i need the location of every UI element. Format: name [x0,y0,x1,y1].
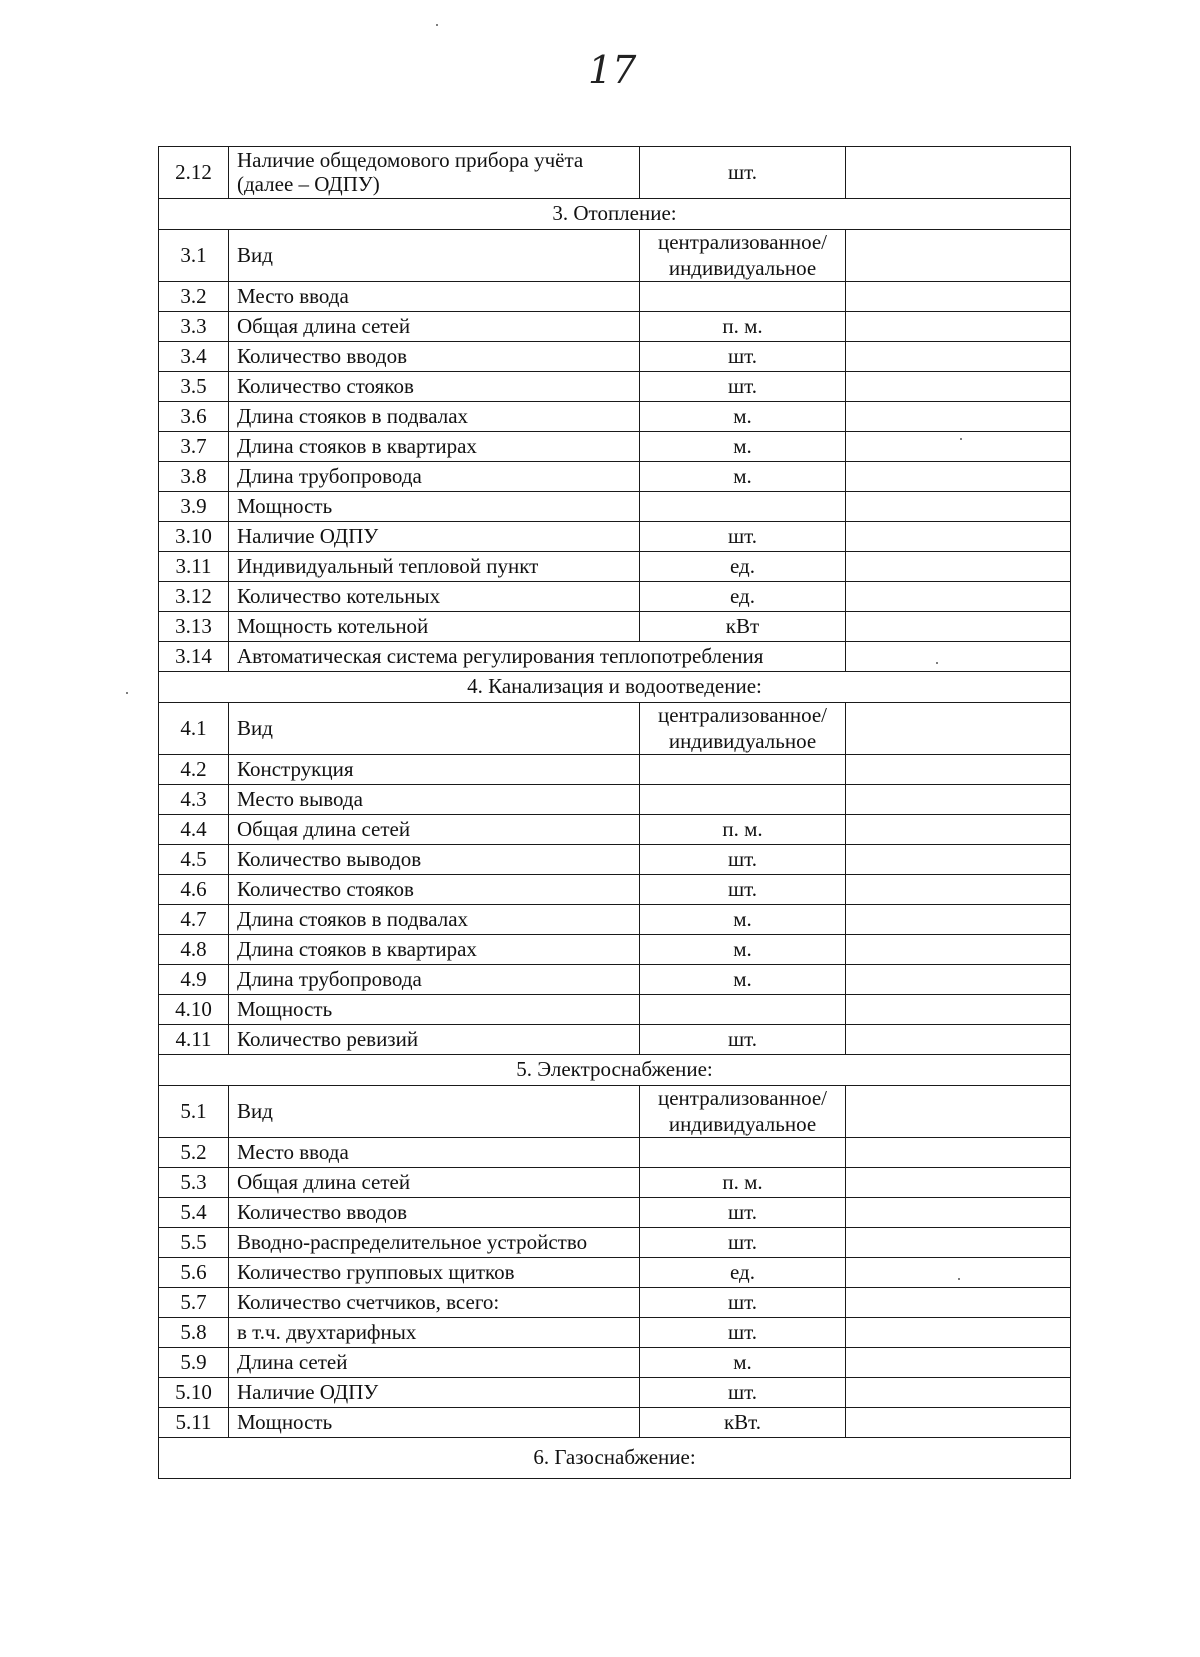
value-cell [846,230,1071,282]
item-number: 5.7 [159,1288,229,1318]
unit-cell [640,282,846,312]
unit-cell: ед. [640,1258,846,1288]
item-number: 3.10 [159,522,229,552]
item-number: 5.5 [159,1228,229,1258]
value-cell [846,1258,1071,1288]
table-row [159,703,1071,755]
section-title: 5. Электроснабжение: [159,1055,1071,1086]
item-name: Наличие ОДПУ [229,522,640,552]
item-name: Вид [229,230,640,282]
item-name: Длина трубопровода [229,965,640,995]
unit-cell: централизованное/ индивидуальное [640,1086,846,1138]
unit-cell [640,755,846,785]
item-number: 4.11 [159,1025,229,1055]
unit-cell [640,995,846,1025]
table-row [159,642,1071,672]
item-number: 4.10 [159,995,229,1025]
item-number: 3.5 [159,372,229,402]
value-cell [846,147,1071,199]
value-cell [846,402,1071,432]
value-cell [846,432,1071,462]
table-row [159,1168,1071,1198]
table-row [159,612,1071,642]
value-cell [846,372,1071,402]
unit-cell: п. м. [640,1168,846,1198]
item-number: 3.8 [159,462,229,492]
item-number: 3.9 [159,492,229,522]
item-number: 3.11 [159,552,229,582]
value-cell [846,552,1071,582]
item-name: Общая длина сетей [229,312,640,342]
table-row [159,1378,1071,1408]
item-number: 4.7 [159,905,229,935]
item-name: Место ввода [229,282,640,312]
value-cell [846,935,1071,965]
item-number: 3.6 [159,402,229,432]
table-row [159,147,1071,199]
table-row [159,462,1071,492]
item-number: 5.8 [159,1318,229,1348]
scan-speck [958,1278,960,1280]
item-number: 3.2 [159,282,229,312]
item-name: Место ввода [229,1138,640,1168]
table-row [159,815,1071,845]
table-row [159,1318,1071,1348]
unit-cell: м. [640,462,846,492]
characteristics-table [158,146,1071,1479]
item-number: 3.7 [159,432,229,462]
item-name: Количество вводов [229,342,640,372]
item-number: 4.2 [159,755,229,785]
item-name: Мощность [229,995,640,1025]
value-cell [846,703,1071,755]
value-cell [846,1228,1071,1258]
unit-cell: шт. [640,1318,846,1348]
table-row [159,1348,1071,1378]
table-row [159,342,1071,372]
item-name: Мощность котельной [229,612,640,642]
unit-cell [640,492,846,522]
unit-cell: кВт. [640,1408,846,1438]
item-number: 4.5 [159,845,229,875]
value-cell [846,1318,1071,1348]
scan-speck [960,438,962,440]
item-name: в т.ч. двухтарифных [229,1318,640,1348]
unit-cell: м. [640,965,846,995]
table-row [159,312,1071,342]
table-row [159,432,1071,462]
table-row [159,402,1071,432]
item-number: 5.11 [159,1408,229,1438]
item-name: Индивидуальный тепловой пункт [229,552,640,582]
unit-cell: п. м. [640,312,846,342]
unit-cell: шт. [640,1378,846,1408]
section-header-row [159,199,1071,230]
table-row [159,582,1071,612]
table-row [159,522,1071,552]
unit-cell: м. [640,432,846,462]
scan-speck [126,692,128,694]
item-name: Вид [229,1086,640,1138]
item-number: 4.9 [159,965,229,995]
unit-cell: шт. [640,522,846,552]
unit-cell: шт. [640,372,846,402]
table-row [159,230,1071,282]
table-row [159,282,1071,312]
item-number: 2.12 [159,147,229,199]
item-name: Наличие ОДПУ [229,1378,640,1408]
value-cell [846,282,1071,312]
item-name: Длина трубопровода [229,462,640,492]
unit-cell: шт. [640,147,846,199]
table-row [159,372,1071,402]
item-name: Длина стояков в квартирах [229,432,640,462]
table-row [159,875,1071,905]
table-row [159,845,1071,875]
value-cell [846,612,1071,642]
item-name: Количество групповых щитков [229,1258,640,1288]
scan-speck [936,662,938,664]
unit-cell: кВт [640,612,846,642]
item-name: Количество вводов [229,1198,640,1228]
unit-cell [640,785,846,815]
value-cell [846,1408,1071,1438]
section-header-row [159,1438,1071,1479]
table-row [159,995,1071,1025]
item-number: 5.1 [159,1086,229,1138]
item-name: Количество котельных [229,582,640,612]
section-title: 4. Канализация и водоотведение: [159,672,1071,703]
item-number: 3.1 [159,230,229,282]
unit-cell: ед. [640,552,846,582]
page-number: 17 [588,48,637,92]
unit-cell: централизованное/ индивидуальное [640,230,846,282]
value-cell [846,312,1071,342]
table-row [159,935,1071,965]
unit-cell: централизованное/ индивидуальное [640,703,846,755]
value-cell [846,965,1071,995]
item-number: 3.4 [159,342,229,372]
table-row [159,1258,1071,1288]
scan-speck [436,24,438,26]
item-number: 3.12 [159,582,229,612]
value-cell [846,1378,1071,1408]
value-cell [846,1086,1071,1138]
unit-cell: шт. [640,1025,846,1055]
item-number: 5.2 [159,1138,229,1168]
section-title: 3. Отопление: [159,199,1071,230]
value-cell [846,1025,1071,1055]
item-number: 4.3 [159,785,229,815]
item-name: Место вывода [229,785,640,815]
table-row [159,1228,1071,1258]
item-name: Конструкция [229,755,640,785]
item-name: Длина стояков в подвалах [229,402,640,432]
item-name: Автоматическая система регулирования теплопотребления [229,642,846,672]
item-number: 5.9 [159,1348,229,1378]
value-cell [846,492,1071,522]
unit-cell: шт. [640,845,846,875]
section-title: 6. Газоснабжение: [159,1438,1071,1479]
value-cell [846,1348,1071,1378]
unit-cell: шт. [640,875,846,905]
item-number: 4.4 [159,815,229,845]
value-cell [846,785,1071,815]
unit-cell: м. [640,905,846,935]
unit-cell [640,1138,846,1168]
table-row [159,1288,1071,1318]
item-name: Количество стояков [229,875,640,905]
section-header-row [159,672,1071,703]
value-cell [846,342,1071,372]
unit-cell: м. [640,1348,846,1378]
unit-cell: м. [640,402,846,432]
value-cell [846,845,1071,875]
value-cell [846,522,1071,552]
value-cell [846,1198,1071,1228]
table-row [159,552,1071,582]
item-name: Количество счетчиков, всего: [229,1288,640,1318]
item-number: 4.8 [159,935,229,965]
item-name: Вводно-распределительное устройство [229,1228,640,1258]
item-name: Количество стояков [229,372,640,402]
item-name: Наличие общедомового прибора учёта (далее – ОДПУ) [229,147,640,199]
item-number: 5.10 [159,1378,229,1408]
unit-cell: ед. [640,582,846,612]
item-name: Количество выводов [229,845,640,875]
table-row [159,905,1071,935]
unit-cell: шт. [640,1288,846,1318]
table-row [159,755,1071,785]
value-cell [846,462,1071,492]
value-cell [846,815,1071,845]
item-name: Мощность [229,1408,640,1438]
item-number: 3.13 [159,612,229,642]
value-cell [846,755,1071,785]
value-cell [846,582,1071,612]
item-number: 4.6 [159,875,229,905]
table-row [159,492,1071,522]
table-row [159,965,1071,995]
item-name: Количество ревизий [229,1025,640,1055]
unit-cell: п. м. [640,815,846,845]
value-cell [846,1288,1071,1318]
item-name: Общая длина сетей [229,1168,640,1198]
item-number: 5.4 [159,1198,229,1228]
item-name: Длина стояков в квартирах [229,935,640,965]
value-cell [846,995,1071,1025]
item-name: Длина стояков в подвалах [229,905,640,935]
unit-cell: шт. [640,342,846,372]
unit-cell: м. [640,935,846,965]
value-cell [846,905,1071,935]
unit-cell: шт. [640,1228,846,1258]
table-row [159,1138,1071,1168]
item-number: 3.3 [159,312,229,342]
item-number: 5.6 [159,1258,229,1288]
item-name: Мощность [229,492,640,522]
item-number: 5.3 [159,1168,229,1198]
table-row [159,1025,1071,1055]
item-name: Общая длина сетей [229,815,640,845]
table-row [159,785,1071,815]
unit-cell: шт. [640,1198,846,1228]
section-header-row [159,1055,1071,1086]
item-number: 3.14 [159,642,229,672]
value-cell [846,642,1071,672]
value-cell [846,1168,1071,1198]
table-row [159,1086,1071,1138]
item-name: Вид [229,703,640,755]
item-name: Длина сетей [229,1348,640,1378]
table-row [159,1408,1071,1438]
value-cell [846,1138,1071,1168]
table-row [159,1198,1071,1228]
value-cell [846,875,1071,905]
item-number: 4.1 [159,703,229,755]
